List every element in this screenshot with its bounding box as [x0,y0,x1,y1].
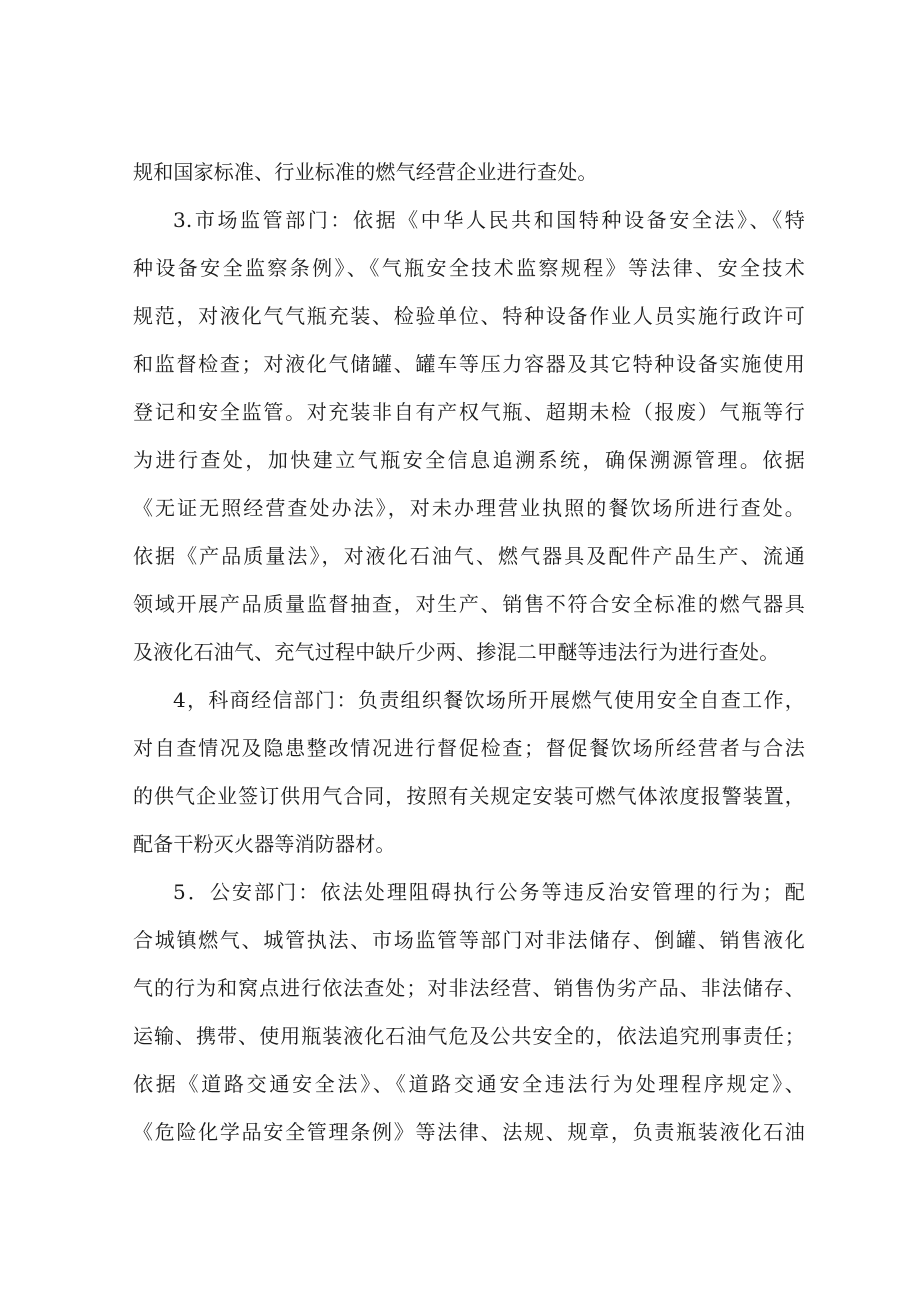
text-line: 登记和安全监管。对充装非自有产权气瓶、超期未检（报废）气瓶等行 [133,400,805,424]
text-line: 依据《道路交通安全法》、《道路交通安全违法行为处理程序规定》、 [133,1072,805,1096]
text-line: 4，科商经信部门：负责组织餐饮场所开展燃气使用安全自查工作， [173,688,805,712]
document-body [133,148,805,1156]
text-line: 领域开展产品质量监督抽查，对生产、销售不符合安全标准的燃气器具 [133,592,805,616]
text-line: 及液化石油气、充气过程中缺斤少两、掺混二甲醚等违法行为进行查处。 [133,640,780,664]
text-line: 《危险化学品安全管理条例》等法律、法规、规章，负责瓶装液化石油 [133,1120,805,1144]
text-line: 气的行为和窝点进行依法查处；对非法经营、销售伪劣产品、非法储存、 [133,976,805,1000]
text-line: 和监督检查；对液化气储罐、罐车等压力容器及其它特种设备实施使用 [133,352,805,376]
text-line: 3.市场监管部门：依据《中华人民共和国特种设备安全法》、《特 [173,208,805,232]
text-line: 种设备安全监察条例》、《气瓶安全技术监察规程》等法律、安全技术 [133,256,805,280]
text-line: 《无证无照经营查处办法》，对未办理营业执照的餐饮场所进行查处。 [133,496,805,520]
text-line: 规和国家标准、行业标准的燃气经营企业进行查处。 [133,160,598,184]
text-line: 规范，对液化气气瓶充装、检验单位、特种设备作业人员实施行政许可 [133,304,805,328]
text-line: 为进行查处，加快建立气瓶安全信息追溯系统，确保溯源管理。依据 [133,448,805,472]
text-line: 合城镇燃气、城管执法、市场监管等部门对非法储存、倒罐、销售液化 [133,928,805,952]
text-line: 对自查情况及隐患整改情况进行督促检查；督促餐饮场所经营者与合法 [133,736,805,760]
text-line: 5．公安部门：依法处理阻碍执行公务等违反治安管理的行为；配 [173,880,805,904]
text-line: 配备干粉灭火器等消防器材。 [133,832,396,856]
text-line: 运输、携带、使用瓶装液化石油气危及公共安全的，依法追究刑事责任； [133,1024,805,1048]
text-line: 的供气企业签订供用气合同，按照有关规定安装可燃气体浓度报警装置， [133,784,805,808]
text-line: 依据《产品质量法》，对液化石油气、燃气器具及配件产品生产、流通 [133,544,805,568]
